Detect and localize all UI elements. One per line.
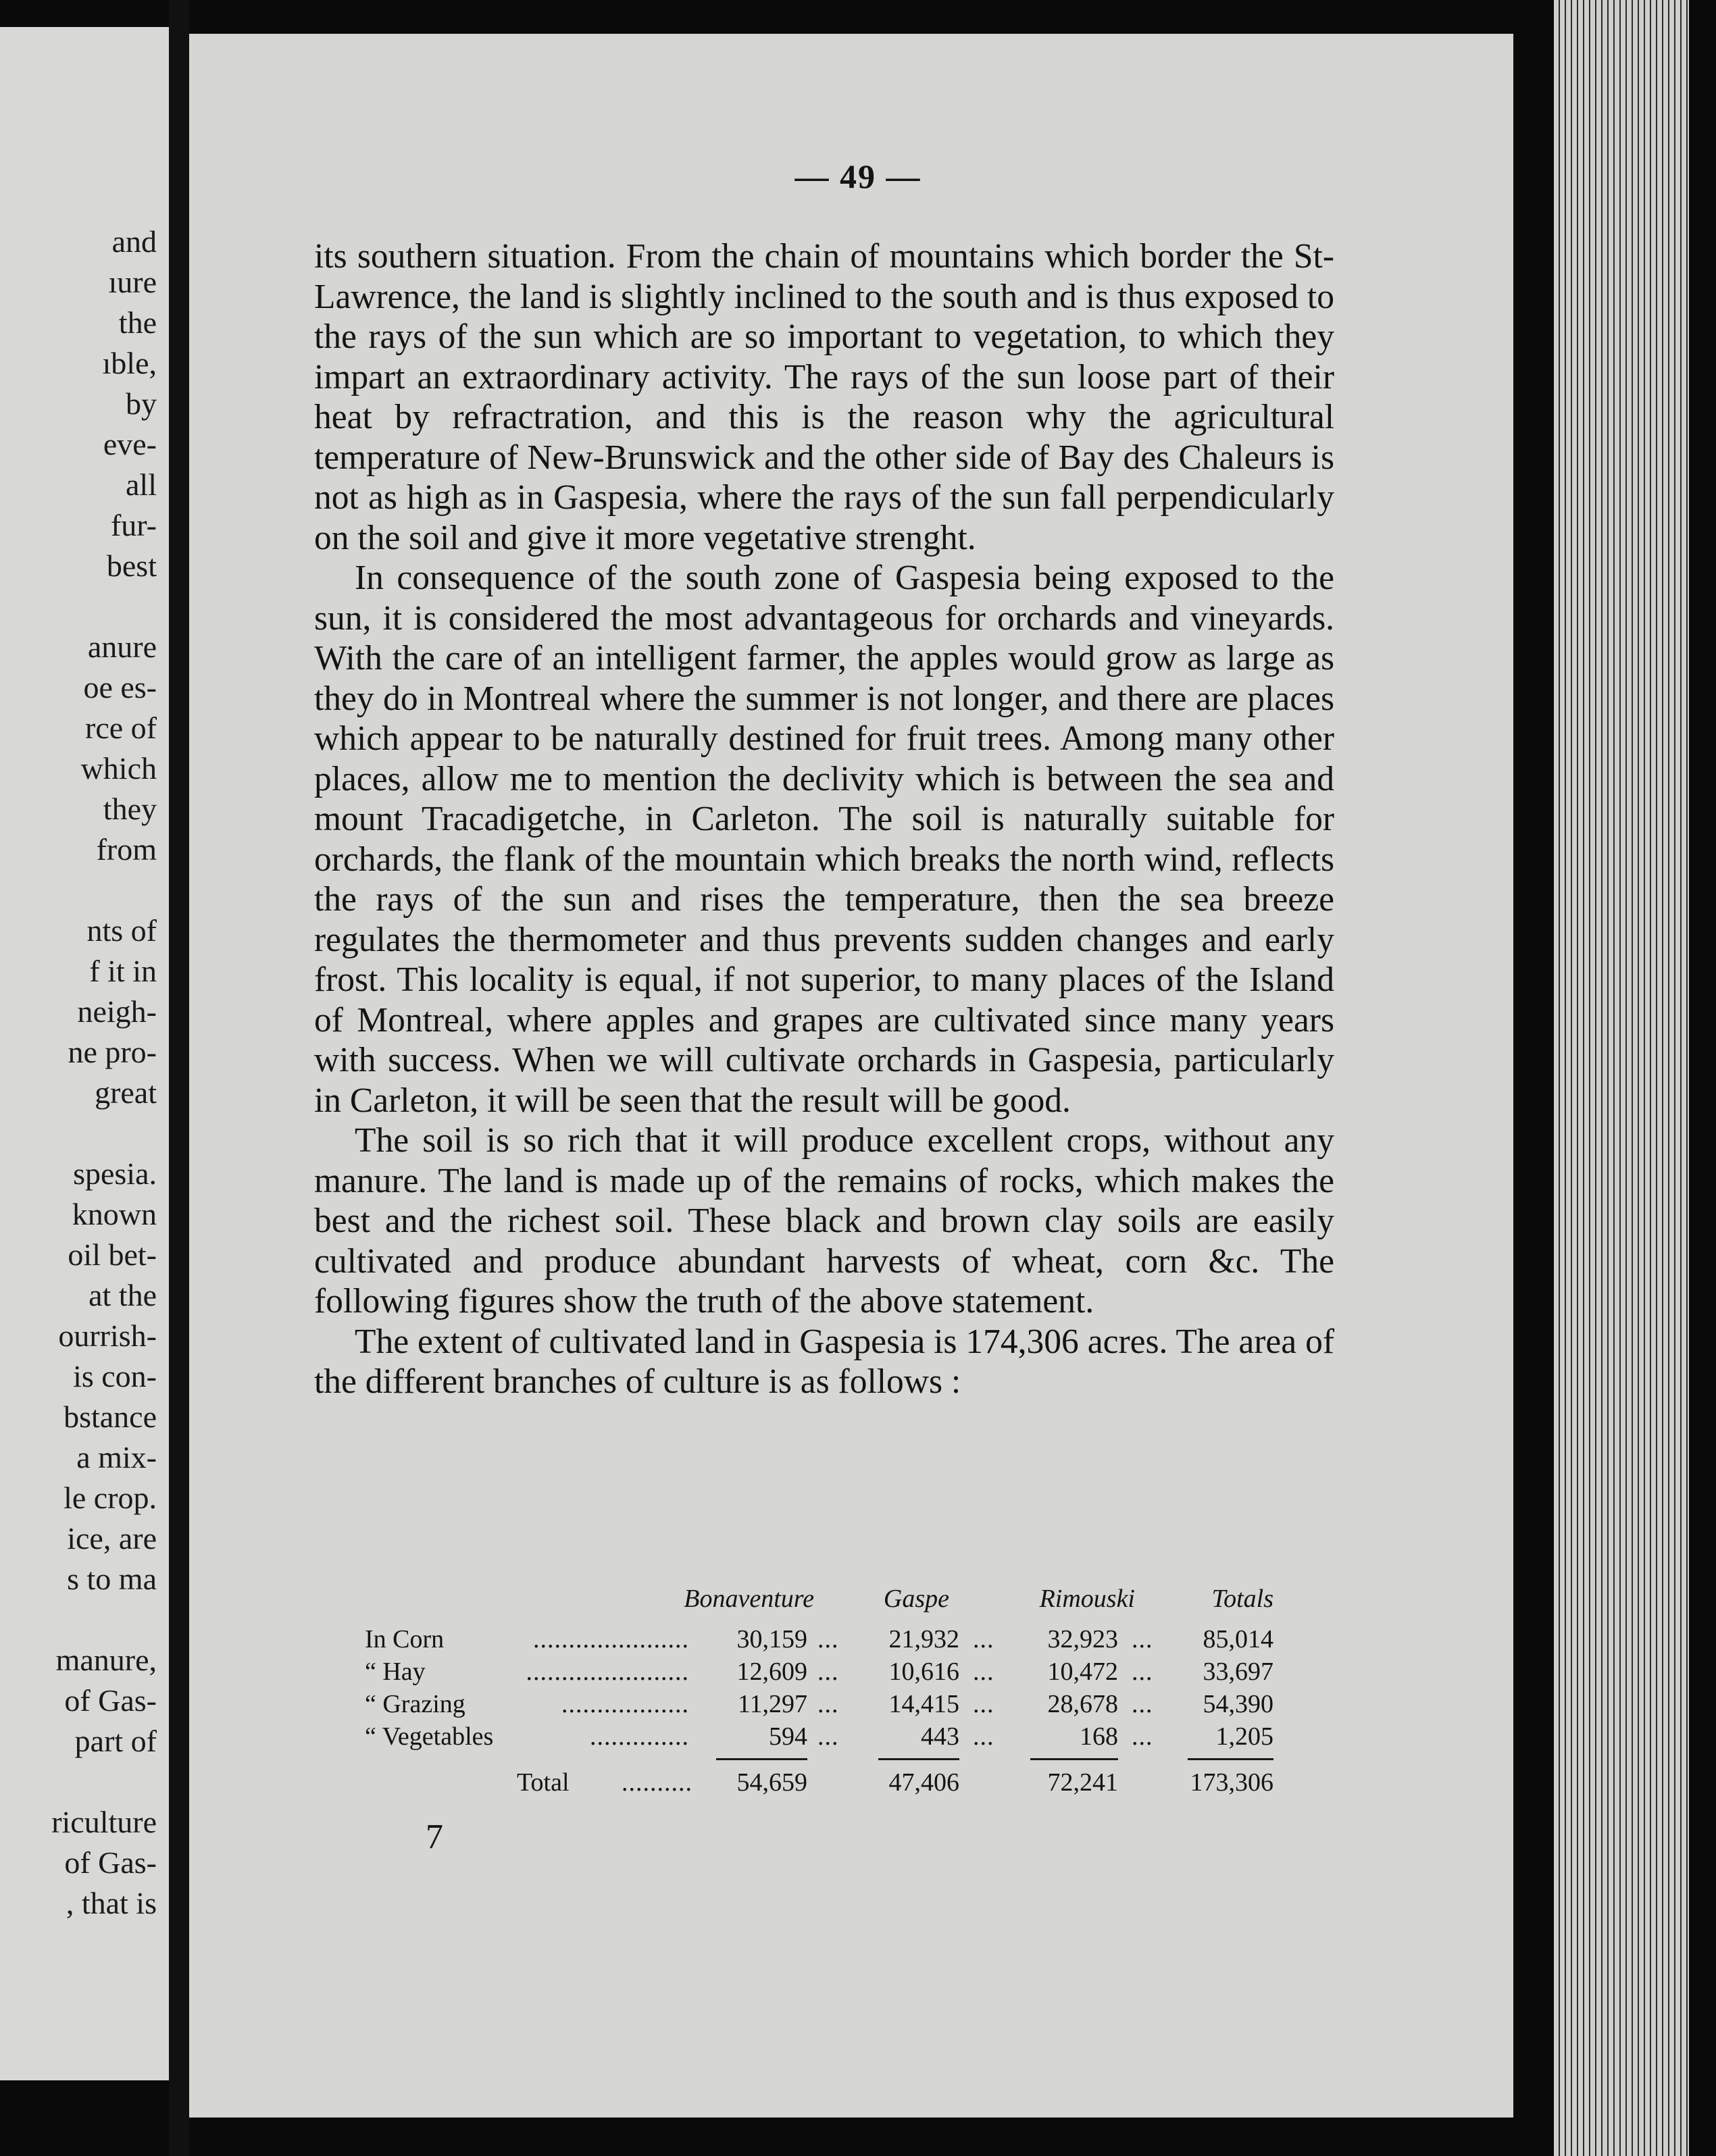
table-cell: 54,390 xyxy=(1203,1690,1273,1718)
table-cell: 10,472 xyxy=(1047,1658,1118,1686)
facing-page-line: from xyxy=(96,832,157,867)
table-row xyxy=(365,1689,1344,1722)
page-edges xyxy=(1554,0,1689,2156)
table-cell: 11,297 xyxy=(737,1690,807,1718)
leader-dots: .......... xyxy=(622,1768,692,1797)
facing-page-line: the xyxy=(118,305,157,340)
table-header: Gaspe xyxy=(883,1585,949,1613)
table-cell: 32,923 xyxy=(1047,1625,1118,1653)
separator-dots: ... xyxy=(973,1625,994,1653)
table-row xyxy=(365,1624,1344,1657)
leader-dots: ...................... xyxy=(533,1625,689,1653)
separator-dots: ... xyxy=(1132,1625,1153,1653)
facing-page-line: and xyxy=(111,224,157,259)
facing-page-line: great xyxy=(95,1075,157,1110)
facing-page-line: , that is xyxy=(66,1886,157,1920)
table-row xyxy=(365,1722,1344,1754)
facing-page-line: by xyxy=(126,386,157,421)
facing-page-line: best xyxy=(106,548,157,583)
facing-page-line: neigh- xyxy=(77,994,157,1029)
table-cell: 47,406 xyxy=(888,1768,959,1797)
facing-page-line: fur- xyxy=(110,508,157,542)
table-cell: 21,932 xyxy=(888,1625,959,1653)
facing-page-line: ıure xyxy=(108,265,157,299)
facing-page-line: ice, are xyxy=(67,1521,157,1556)
facing-page-line: of Gas- xyxy=(64,1683,157,1718)
table-cell: 443 xyxy=(921,1722,959,1751)
facing-page-line: oil bet- xyxy=(68,1237,157,1272)
page-number: — 49 — xyxy=(794,157,922,195)
body-text xyxy=(314,236,1334,1402)
facing-page-line: at the xyxy=(89,1278,157,1312)
facing-page-line: riculture xyxy=(51,1805,157,1839)
table-cell: 54,659 xyxy=(736,1768,807,1797)
table-cell: 30,159 xyxy=(736,1625,807,1653)
separator-dots: ... xyxy=(817,1690,839,1718)
separator-dots: ... xyxy=(1132,1690,1153,1718)
table-row xyxy=(365,1657,1344,1689)
leader-dots: .............. xyxy=(590,1722,689,1751)
facing-page-line: ıble, xyxy=(102,346,157,380)
table-header: Rimouski xyxy=(1039,1585,1135,1613)
separator-dots: ... xyxy=(973,1658,994,1686)
separator-dots: ... xyxy=(1132,1722,1153,1751)
facing-page-line: part of xyxy=(74,1724,157,1758)
facing-page-line: s to ma xyxy=(67,1562,157,1596)
facing-page-line: all xyxy=(126,467,157,502)
table-cell: 14,415 xyxy=(888,1690,959,1718)
facing-page-line: which xyxy=(80,751,157,786)
paragraph: The soil is so rich that it will produce excellent crops, without any manure. The land is made up of the remains of rocks, which makes the best and the richest soil. These black and brown clay soils are easily cultivated and produce abundant harvests of wheat, corn &c. The following figures show the truth of the above statement. xyxy=(314,1121,1334,1320)
facing-page-line: spesia. xyxy=(73,1156,157,1191)
facing-page-line: anure xyxy=(87,630,157,664)
total-rule xyxy=(716,1758,807,1760)
facing-page-line: ne pro- xyxy=(68,1035,157,1069)
total-rule xyxy=(1030,1758,1118,1760)
facing-page-line: bstance xyxy=(64,1400,157,1434)
book-gutter xyxy=(169,0,189,2156)
facing-page-line: le crop. xyxy=(64,1481,157,1515)
facing-page-line: ourrish- xyxy=(58,1318,157,1353)
signature-mark: 7 xyxy=(426,1818,443,1856)
table-header: Totals xyxy=(1211,1585,1273,1613)
paragraph: its southern situation. From the chain of mountains which border the St-Lawrence, the land is slightly inclined to the south and is thus exposed to the rays of the sun which are so important to vegetation, to which they impart an extraordinary activity. The rays of the sun loose part of their heat by refractration, and this is the reason why the agricultural temperature of New-Brunswick and the other side of Bay des Chaleurs is not as high as in Gaspesia, where the rays of the sun fall perpendicularly on the soil and give it more vegetative strenght. xyxy=(314,237,1334,557)
table-cell: 168 xyxy=(1080,1722,1118,1751)
row-label: “ Grazing xyxy=(365,1690,465,1718)
facing-page-line: known xyxy=(72,1197,157,1231)
facing-page-fragment xyxy=(0,27,169,2080)
total-rule xyxy=(1188,1758,1273,1760)
table-total-row xyxy=(365,1768,1344,1800)
separator-dots: ... xyxy=(817,1658,839,1686)
table-cell: 173,306 xyxy=(1190,1768,1273,1797)
facing-page-line: eve- xyxy=(103,427,157,461)
table-cell: 72,241 xyxy=(1047,1768,1118,1797)
row-label: “ Vegetables xyxy=(365,1722,494,1751)
separator-dots: ... xyxy=(817,1722,839,1751)
row-label: In Corn xyxy=(365,1625,445,1653)
facing-page-line: nts of xyxy=(86,913,157,948)
table-cell: 594 xyxy=(769,1722,807,1751)
facing-page-line: of Gas- xyxy=(64,1845,157,1880)
separator-dots: ... xyxy=(817,1625,839,1653)
leader-dots: ....................... xyxy=(526,1658,689,1686)
facing-page-line: oe es- xyxy=(83,670,157,704)
facing-page-line: f it in xyxy=(89,954,157,988)
facing-page-line: they xyxy=(103,792,157,826)
separator-dots: ... xyxy=(1132,1658,1153,1686)
row-label: “ Hay xyxy=(365,1658,426,1686)
paragraph: The extent of cultivated land in Gaspesia is 174,306 acres. The area of the different branches of culture is as follows : xyxy=(314,1322,1334,1401)
separator-dots: ... xyxy=(973,1722,994,1751)
table-header: Bonaventure xyxy=(684,1585,814,1613)
facing-page-line: manure, xyxy=(55,1643,157,1677)
table-cell: 10,616 xyxy=(888,1658,959,1686)
facing-page-line: rce of xyxy=(85,711,157,745)
table-cell: 85,014 xyxy=(1203,1625,1273,1653)
total-rule xyxy=(878,1758,959,1760)
table-cell: 33,697 xyxy=(1203,1658,1273,1686)
leader-dots: .................. xyxy=(561,1690,689,1718)
table-cell: 28,678 xyxy=(1047,1690,1118,1718)
row-label: Total xyxy=(517,1768,570,1797)
paragraph: In consequence of the south zone of Gaspesia being exposed to the sun, it is considered the most advantageous for orchards and vineyards. With the care of an intelligent farmer, the apples would grow as large as they do in Montreal where the summer is not longer, and there are places which appear to be naturally destined for fruit trees. Among many other places, allow me to mention the declivity which is between the sea and mount Tracadigetche, in Carleton. The soil is naturally suitable for orchards, the flank of the mountain which breaks the north wind, reflects the rays of the sun and rises the temperature, then the sea breeze regulates the thermometer and thus prevents sudden changes and early frost. This locality is equal, if not superior, to many places of the Island of Montreal, where apples and grapes are cultivated since many years with success. When we will cultivate orchards in Gaspesia, particularly in Carleton, it will be seen that the result will be good. xyxy=(314,559,1334,1120)
facing-page-line: is con- xyxy=(73,1359,157,1393)
separator-dots: ... xyxy=(973,1690,994,1718)
facing-page-line: a mix- xyxy=(76,1440,157,1474)
table-cell: 1,205 xyxy=(1215,1722,1273,1751)
table-cell: 12,609 xyxy=(736,1658,807,1686)
